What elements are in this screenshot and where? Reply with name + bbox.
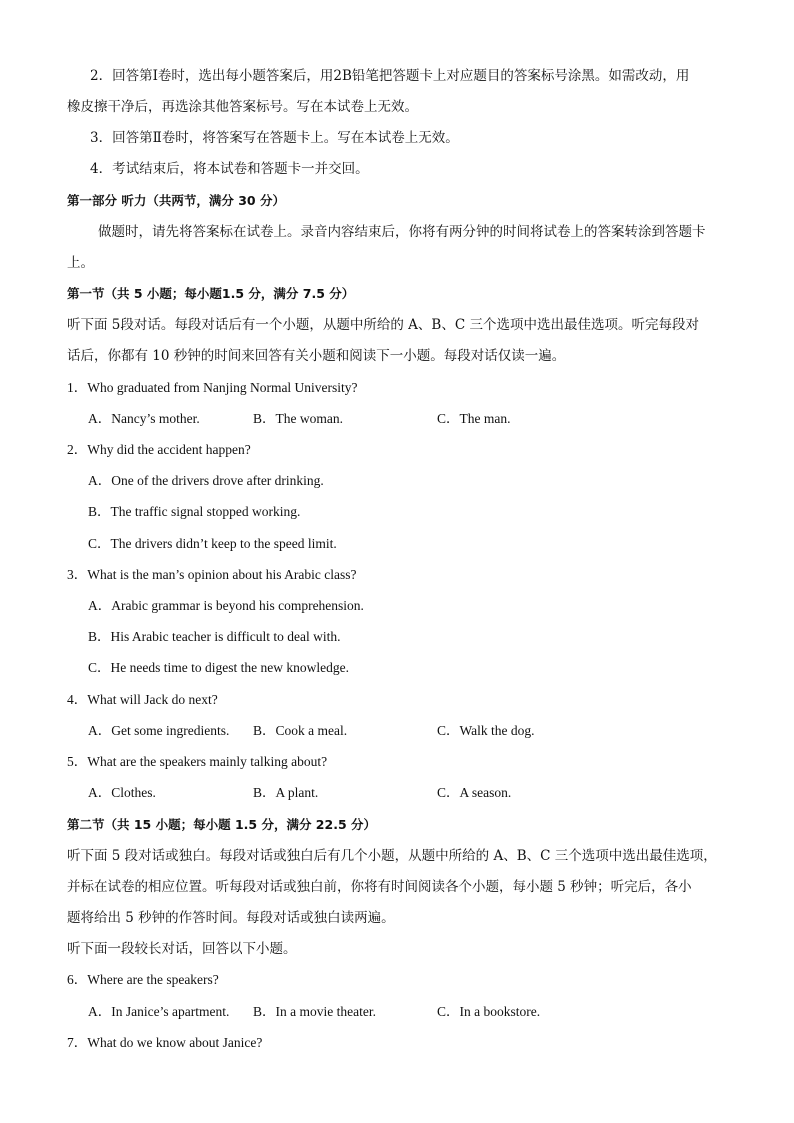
- question-6-stem: 6．Where are the speakers?: [67, 972, 219, 987]
- section2-heading: 第二节（共 15 小题；每小题 1.5 分，满分 22.5 分）: [67, 817, 376, 832]
- section2-intro-line1: 听下面 5 段对话或独白。每段对话或独白后有几个小题，从题中所给的 A、B、C 三个选项中选出最佳选项，: [67, 848, 717, 864]
- question-5-option-c: C．A season.: [437, 785, 512, 800]
- question-6-option-c: C．In a bookstore.: [437, 1004, 541, 1019]
- question-4-stem: 4．What will Jack do next?: [67, 692, 218, 707]
- question-2-option-a: A．One of the drivers drove after drinking.: [88, 473, 324, 488]
- question-5-stem: 5．What are the speakers mainly talking about?: [67, 754, 328, 769]
- question-5-option-b: B．A plant.: [253, 785, 319, 800]
- question-5-option-a: A．Clothes.: [88, 785, 156, 800]
- part1-heading: 第一部分 听力（共两节，满分 30 分）: [67, 193, 285, 208]
- section2-intro-line3: 题将给出 5 秒钟的作答时间。每段对话或独白读两遍。: [67, 910, 395, 926]
- question-3-stem: 3．What is the man’s opinion about his Arabic class?: [67, 567, 357, 582]
- section1-intro-line1: 听下面 5段对话。每段对话后有一个小题，从题中所给的 A、B、C 三个选项中选出最佳选项。听完每段对: [67, 317, 699, 333]
- section2-intro-line4: 听下面一段较长对话，回答以下小题。: [67, 941, 297, 957]
- section1-intro-line2: 话后，你都有 10 秒钟的时间来回答有关小题和阅读下一小题。每段对话仅读一遍。: [67, 348, 566, 364]
- question-7-stem: 7．What do we know about Janice?: [67, 1035, 263, 1050]
- instruction-3: 3．回答第Ⅱ卷时，将答案写在答题卡上。写在本试卷上无效。: [90, 130, 459, 146]
- question-2-option-c: C．The drivers didn’t keep to the speed limit.: [88, 536, 337, 551]
- question-6-option-a: A．In Janice’s apartment.: [88, 1004, 230, 1019]
- question-4-option-c: C．Walk the dog.: [437, 723, 535, 738]
- instruction-4: 4．考试结束后，将本试卷和答题卡一并交回。: [90, 161, 369, 177]
- question-1-option-b: B．The woman.: [253, 411, 343, 426]
- question-2-option-b: B．The traffic signal stopped working.: [88, 504, 301, 519]
- part1-intro-line2: 上。: [67, 255, 94, 271]
- question-3-option-c: C．He needs time to digest the new knowledge.: [88, 660, 349, 675]
- question-3-option-b: B．His Arabic teacher is difficult to deal with.: [88, 629, 341, 644]
- instruction-2a: 2．回答第Ⅰ卷时，选出每小题答案后，用2B铅笔把答题卡上对应题目的答案标号涂黑。如需改动，用: [90, 68, 690, 84]
- instruction-2b: 橡皮擦干净后，再选涂其他答案标号。写在本试卷上无效。: [67, 99, 418, 115]
- section2-intro-line2: 并标在试卷的相应位置。听每段对话或独白前，你将有时间阅读各个小题，每小题 5 秒钟；听完后，各小: [67, 879, 692, 895]
- part1-intro-line1: 做题时，请先将答案标在试卷上。录音内容结束后，你将有两分钟的时间将试卷上的答案转涂到答题卡: [98, 224, 706, 240]
- question-3-option-a: A．Arabic grammar is beyond his comprehension.: [88, 598, 364, 613]
- question-4-option-b: B．Cook a meal.: [253, 723, 348, 738]
- question-1-stem: 1．Who graduated from Nanjing Normal University?: [67, 380, 358, 395]
- section1-heading: 第一节（共 5 小题；每小题1.5 分，满分 7.5 分）: [67, 286, 355, 301]
- question-1-option-a: A．Nancy’s mother.: [88, 411, 200, 426]
- question-2-stem: 2．Why did the accident happen?: [67, 442, 251, 457]
- question-6-option-b: B．In a movie theater.: [253, 1004, 376, 1019]
- question-1-option-c: C．The man.: [437, 411, 511, 426]
- question-4-option-a: A．Get some ingredients.: [88, 723, 230, 738]
